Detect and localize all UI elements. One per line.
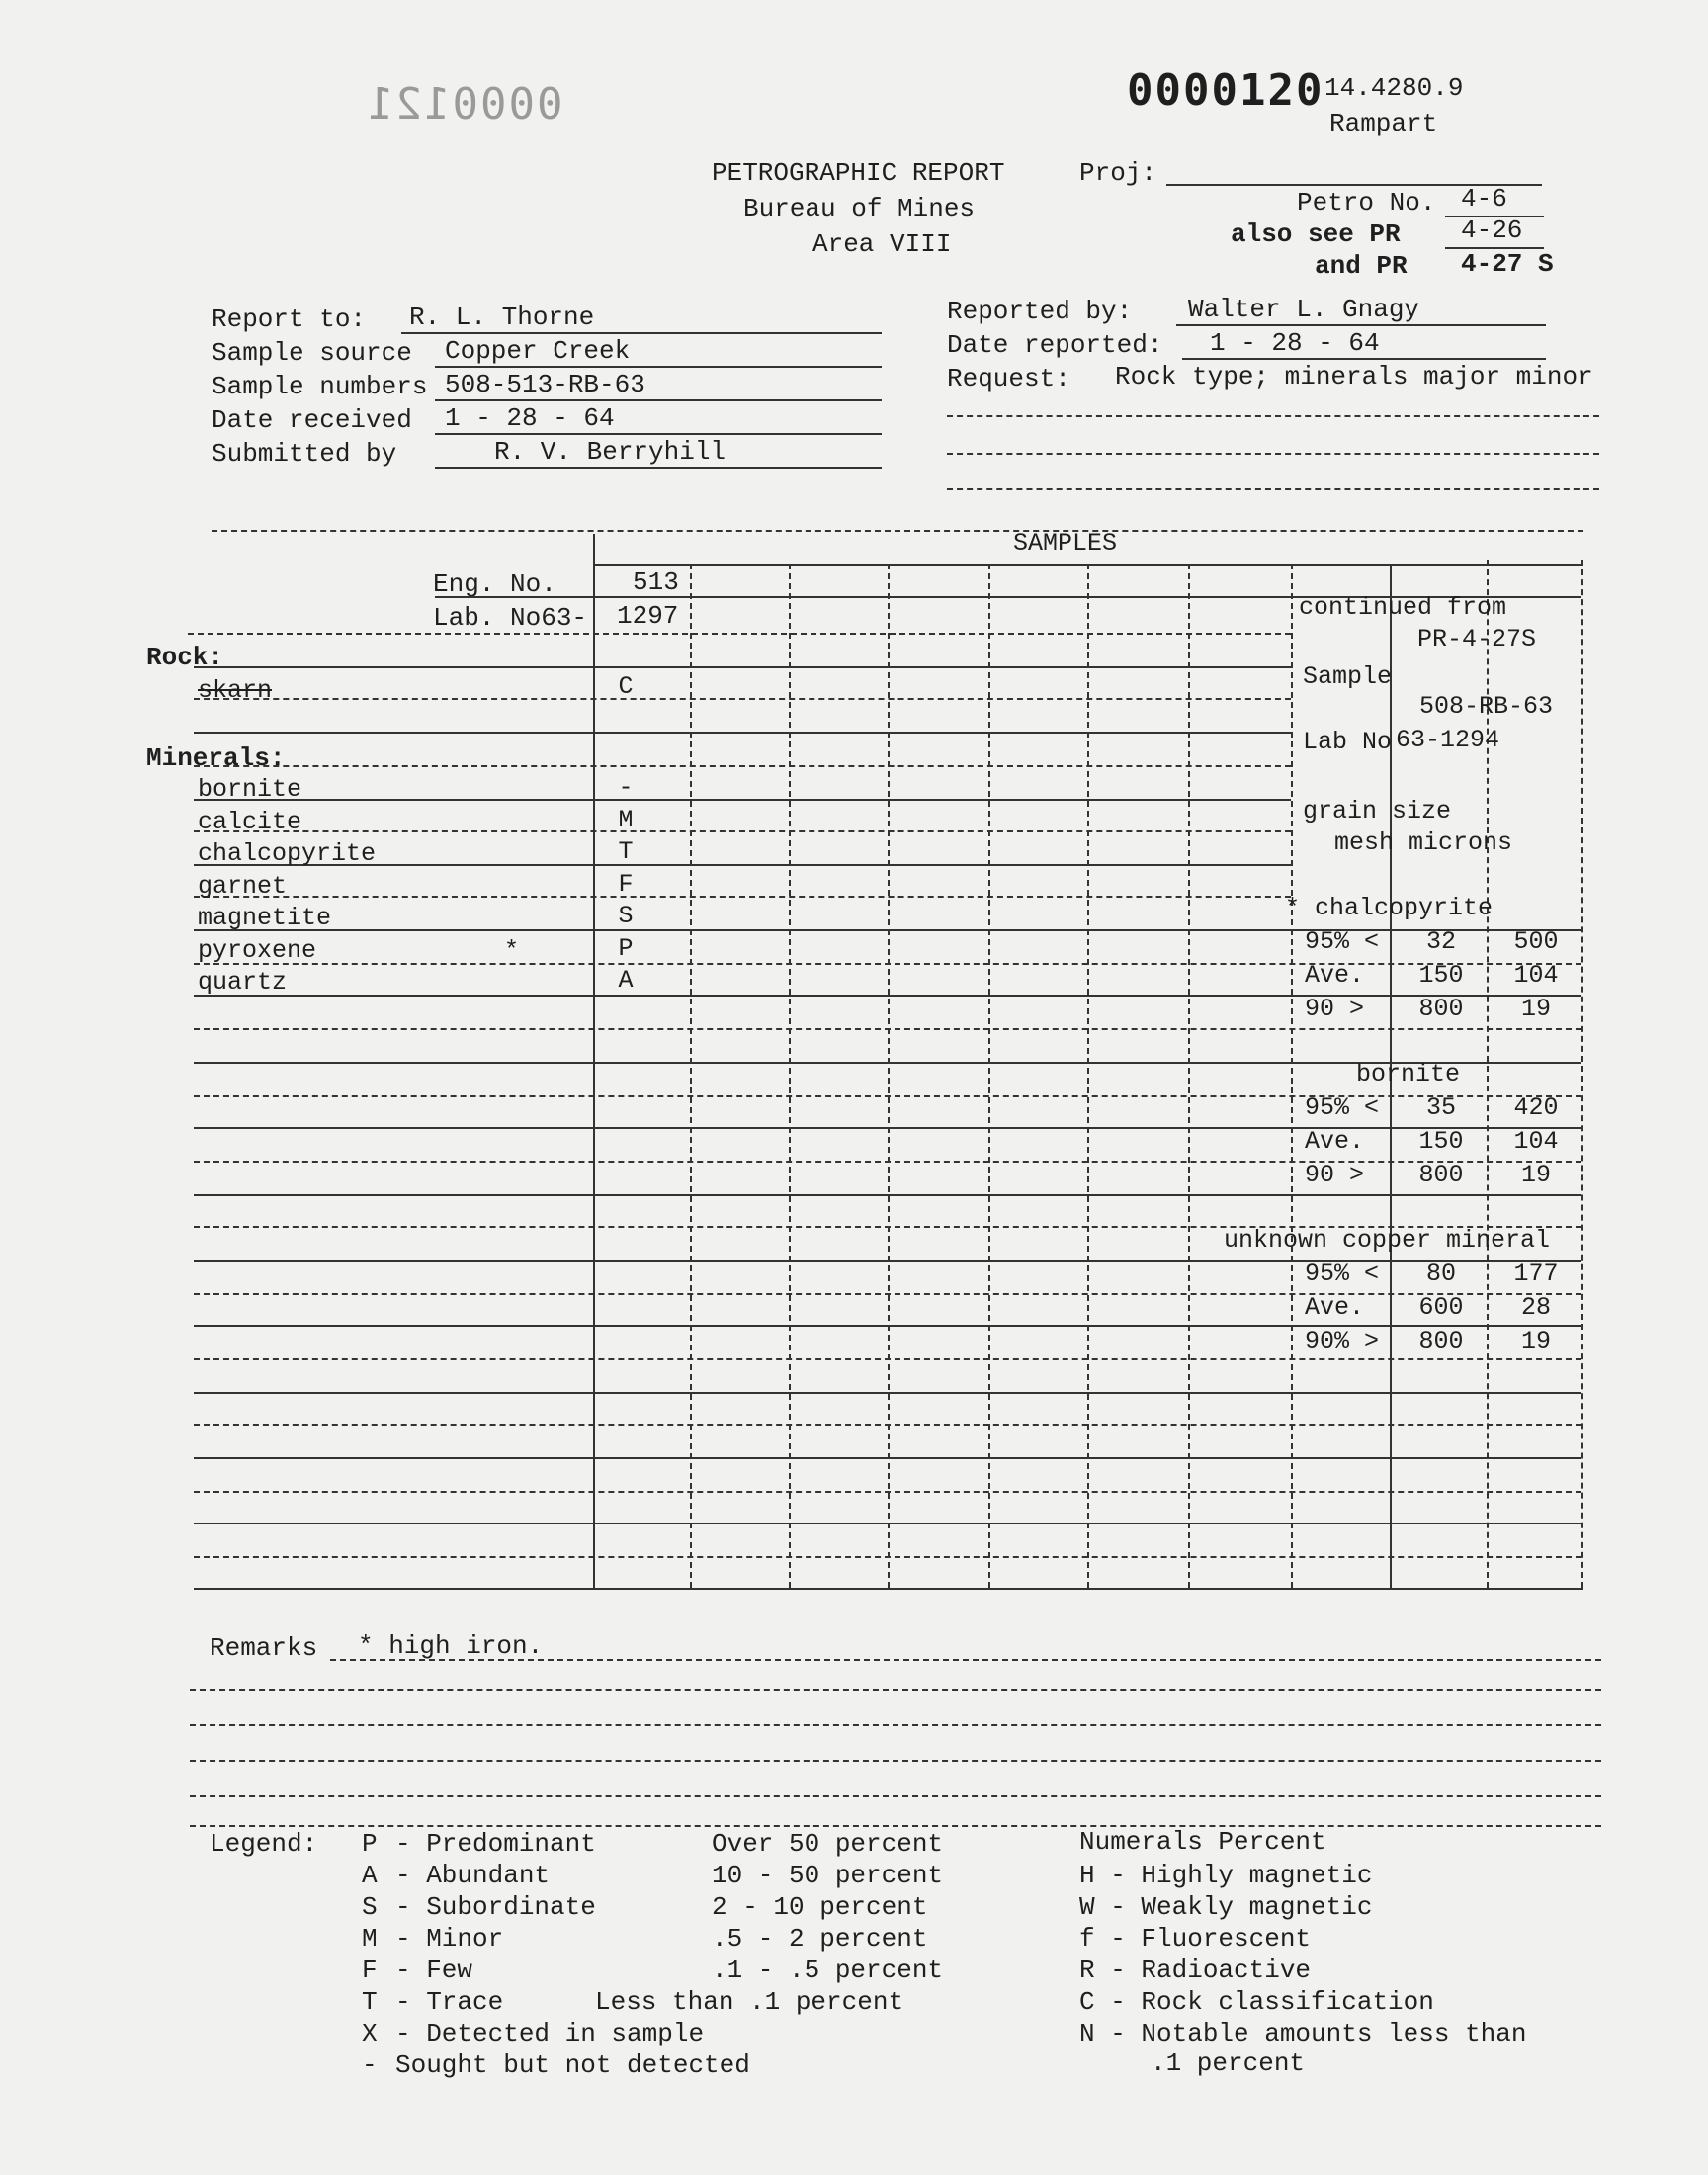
petro-no-label: Petro No. <box>1297 188 1436 218</box>
table-row-line <box>194 830 1291 832</box>
legend-desc: - Minor <box>395 1924 504 1954</box>
mineral-row-name: calcite <box>198 807 302 836</box>
info-left-label: Sample source <box>212 338 412 368</box>
mineral-row-value: A <box>618 966 634 995</box>
legend-right-title: Numerals Percent <box>1079 1827 1326 1857</box>
mineral-row-name: bornite <box>198 775 302 804</box>
table-row-line <box>194 1194 1581 1196</box>
table-row-line <box>194 896 1291 898</box>
lab-no-value: 1297 <box>617 601 679 631</box>
grain-row-label: 90 > <box>1305 1161 1365 1189</box>
info-left-field-line <box>401 332 882 334</box>
grain-row-mesh: 80 <box>1425 1260 1456 1288</box>
info-right-value: Walter L. Gnagy <box>1188 295 1420 324</box>
lab-no-label: Lab. No63- <box>433 603 588 633</box>
remarks-line-5 <box>190 1825 1601 1827</box>
samples-header-line <box>593 564 1581 566</box>
legend-range: 10 - 50 percent <box>712 1861 944 1890</box>
grain-group-title: unknown copper mineral <box>1224 1226 1551 1255</box>
mineral-row-mark: * <box>504 935 520 965</box>
legend-range: .5 - 2 percent <box>712 1924 928 1954</box>
remarks-line-1 <box>190 1689 1601 1691</box>
minerals-label: Minerals: <box>146 743 286 773</box>
grain-group-title: * chalcopyrite <box>1285 894 1494 922</box>
grain-row-label: 90% > <box>1305 1327 1380 1355</box>
grain-row-mesh: 32 <box>1425 927 1456 956</box>
legend-code: P <box>362 1829 378 1859</box>
info-right-label: Date reported: <box>947 330 1163 360</box>
remarks-line-0 <box>330 1659 1601 1661</box>
table-row-line <box>194 1392 1581 1394</box>
also-see-label: also see PR <box>1231 219 1401 249</box>
grain-row-label: 95% < <box>1305 1260 1380 1288</box>
document-number-stamp: 0000120 <box>1127 65 1324 116</box>
rock-row-name: skarn <box>198 676 273 705</box>
legend-right-item: R - Radioactive <box>1079 1956 1312 1985</box>
request-line-2 <box>947 453 1599 455</box>
info-left-field-line <box>435 467 882 469</box>
table-row-line <box>194 799 1291 801</box>
grain-row-label: 95% < <box>1305 927 1380 956</box>
eng-no-label: Eng. No. <box>433 569 556 599</box>
table-bottom-line <box>194 1588 1583 1590</box>
table-row-line <box>194 765 1291 767</box>
info-right-value: Rock type; minerals major minor <box>1115 362 1593 392</box>
info-left-label: Date received <box>212 405 412 435</box>
ghost-stamp-number: 0000121 <box>366 79 563 130</box>
grain-row-label: 90 > <box>1305 995 1365 1023</box>
legend-code: F <box>362 1956 378 1985</box>
report-title: PETROGRAPHIC REPORT <box>712 158 1005 188</box>
mineral-row-value: P <box>618 933 634 963</box>
eng-no-value: 513 <box>633 567 679 597</box>
table-column-line <box>888 564 890 1588</box>
rock-label: Rock: <box>146 643 224 672</box>
legend-right-cont: .1 percent <box>1151 2048 1306 2078</box>
panel-lab-no-label: Lab No <box>1303 728 1393 756</box>
table-row-line <box>194 1358 1581 1360</box>
legend-right-item: N - Notable amounts less than <box>1079 2019 1527 2048</box>
grain-row-microns: 500 <box>1513 927 1559 956</box>
table-row-line <box>194 666 1291 668</box>
table-row-line <box>194 1522 1581 1524</box>
petro-no-value: 4-6 <box>1461 184 1507 214</box>
mesh-microns-label: mesh microns <box>1334 828 1513 857</box>
legend-desc: - Few <box>395 1956 473 1985</box>
table-row-line <box>188 633 1291 635</box>
info-right-label: Reported by: <box>947 297 1133 326</box>
legend-range: Less than .1 percent <box>595 1987 904 2017</box>
grain-row-microns: 420 <box>1513 1093 1559 1122</box>
continued-from-ref: PR-4-27S <box>1417 625 1537 653</box>
grain-row-microns: 177 <box>1513 1260 1559 1288</box>
location-label: Rampart <box>1329 109 1438 138</box>
grain-size-label: grain size <box>1303 797 1452 826</box>
grain-row-mesh: 35 <box>1425 1093 1456 1122</box>
mineral-row-name: quartz <box>198 968 288 997</box>
rock-row-value: C <box>618 672 634 701</box>
info-left-label: Submitted by <box>212 439 397 469</box>
grain-row-mesh: 600 <box>1418 1293 1464 1322</box>
info-left-field-line <box>435 366 882 368</box>
mineral-row-value: S <box>618 902 634 930</box>
legend-code: A <box>362 1861 378 1890</box>
grain-row-microns: 104 <box>1513 961 1559 990</box>
legend-right-item: f - Fluorescent <box>1079 1924 1312 1954</box>
table-row-line <box>194 1028 1581 1030</box>
info-left-label: Sample numbers <box>212 372 428 401</box>
legend-label: Legend: <box>210 1829 318 1859</box>
request-line-1 <box>947 415 1599 417</box>
continued-from-label: continued from <box>1299 593 1507 622</box>
grain-row-label: Ave. <box>1305 1293 1365 1322</box>
table-row-line <box>194 963 1581 965</box>
legend-desc: - Subordinate <box>395 1892 596 1922</box>
mineral-row-value: M <box>618 805 634 834</box>
grain-row-label: Ave. <box>1305 961 1365 990</box>
sample-value: 508-RB-63 <box>1419 692 1554 721</box>
table-column-line <box>789 564 791 1588</box>
info-left-value: R. V. Berryhill <box>494 437 726 467</box>
mineral-row-name: magnetite <box>198 904 332 932</box>
table-row-line <box>194 1161 1581 1163</box>
table-row-line <box>194 995 1581 997</box>
legend-code: M <box>362 1924 378 1954</box>
table-row-line <box>194 1491 1581 1493</box>
table-row-line <box>194 1457 1581 1459</box>
table-row-line <box>194 698 1291 700</box>
info-right-value: 1 - 28 - 64 <box>1210 328 1380 358</box>
info-left-value: R. L. Thorne <box>409 303 595 332</box>
mineral-row-name: garnet <box>198 871 288 901</box>
table-column-line <box>1581 560 1583 1588</box>
grain-row-mesh: 800 <box>1418 995 1464 1023</box>
file-reference: 14.4280.9 <box>1324 73 1464 103</box>
grain-row-microns: 104 <box>1513 1127 1559 1156</box>
info-left-field-line <box>435 399 882 401</box>
grain-row-mesh: 800 <box>1418 1161 1464 1189</box>
grain-row-microns: 19 <box>1520 1327 1551 1355</box>
and-pr-label: and PR <box>1315 251 1408 281</box>
table-row-line <box>194 732 1291 734</box>
legend-range: .1 - .5 percent <box>712 1956 944 1985</box>
info-right-field-line <box>1182 358 1546 360</box>
remarks-text: * high iron. <box>358 1631 544 1661</box>
grain-row-microns: 19 <box>1520 1161 1551 1189</box>
table-row-line <box>194 1424 1581 1426</box>
table-row-line <box>194 1556 1581 1558</box>
info-right-label: Request: <box>947 364 1070 393</box>
mineral-row-value: - <box>618 773 634 802</box>
legend-code: T <box>362 1987 378 2017</box>
grain-row-label: Ave. <box>1305 1127 1365 1156</box>
legend-range: 2 - 10 percent <box>712 1892 928 1922</box>
area-name: Area VIII <box>812 229 952 259</box>
panel-lab-no-value: 63-1294 <box>1396 726 1500 754</box>
sample-label: Sample <box>1303 662 1393 691</box>
info-left-value: 1 - 28 - 64 <box>445 403 615 433</box>
table-column-line <box>690 564 692 1588</box>
legend-code: X <box>362 2019 378 2048</box>
legend-right-item: W - Weakly magnetic <box>1079 1892 1373 1922</box>
remarks-label: Remarks <box>210 1633 318 1663</box>
legend-desc: - Predominant <box>395 1829 596 1859</box>
legend-desc: - Trace <box>395 1987 504 2017</box>
table-column-line <box>1291 564 1293 1588</box>
legend-code: S <box>362 1892 378 1922</box>
request-line-3 <box>947 488 1599 490</box>
info-left-label: Report to: <box>212 304 367 334</box>
grain-row-label: 95% < <box>1305 1093 1380 1122</box>
legend-desc: - Detected in sample <box>395 2019 705 2048</box>
remarks-line-2 <box>190 1724 1601 1726</box>
legend-right-item: H - Highly magnetic <box>1079 1861 1373 1890</box>
mineral-row-value: T <box>618 837 634 866</box>
and-pr-value: 4-27 S <box>1461 249 1554 279</box>
legend-range: Over 50 percent <box>712 1829 944 1859</box>
grain-row-mesh: 800 <box>1418 1327 1464 1355</box>
table-column-line <box>988 564 990 1588</box>
info-left-value: 508-513-RB-63 <box>445 370 645 399</box>
info-left-field-line <box>435 433 882 435</box>
mineral-row-name: pyroxene <box>198 935 317 965</box>
legend-desc: - Abundant <box>395 1861 551 1890</box>
remarks-line-4 <box>190 1795 1601 1797</box>
legend-desc: Sought but not detected <box>395 2050 750 2080</box>
grain-group-title: bornite <box>1356 1060 1461 1088</box>
table-column-line <box>1087 564 1089 1588</box>
grain-row-microns: 19 <box>1520 995 1551 1023</box>
mineral-row-name: chalcopyrite <box>198 839 377 868</box>
mineral-row-value: F <box>618 869 634 899</box>
table-top-line <box>212 530 1583 532</box>
grain-row-microns: 28 <box>1520 1293 1551 1322</box>
grain-row-mesh: 150 <box>1418 1127 1464 1156</box>
samples-header: SAMPLES <box>1013 529 1118 558</box>
legend-code: - <box>362 2050 378 2080</box>
table-column-line <box>1188 564 1190 1588</box>
proj-label: Proj: <box>1079 158 1157 188</box>
legend-right-item: C - Rock classification <box>1079 1987 1434 2017</box>
remarks-line-3 <box>190 1760 1601 1762</box>
table-row-line <box>194 1293 1581 1295</box>
also-see-value: 4-26 <box>1461 216 1523 245</box>
grain-row-mesh: 150 <box>1418 961 1464 990</box>
table-row-line <box>194 1127 1581 1129</box>
agency-name: Bureau of Mines <box>743 194 976 223</box>
info-left-value: Copper Creek <box>445 336 631 366</box>
info-right-field-line <box>1176 324 1546 326</box>
